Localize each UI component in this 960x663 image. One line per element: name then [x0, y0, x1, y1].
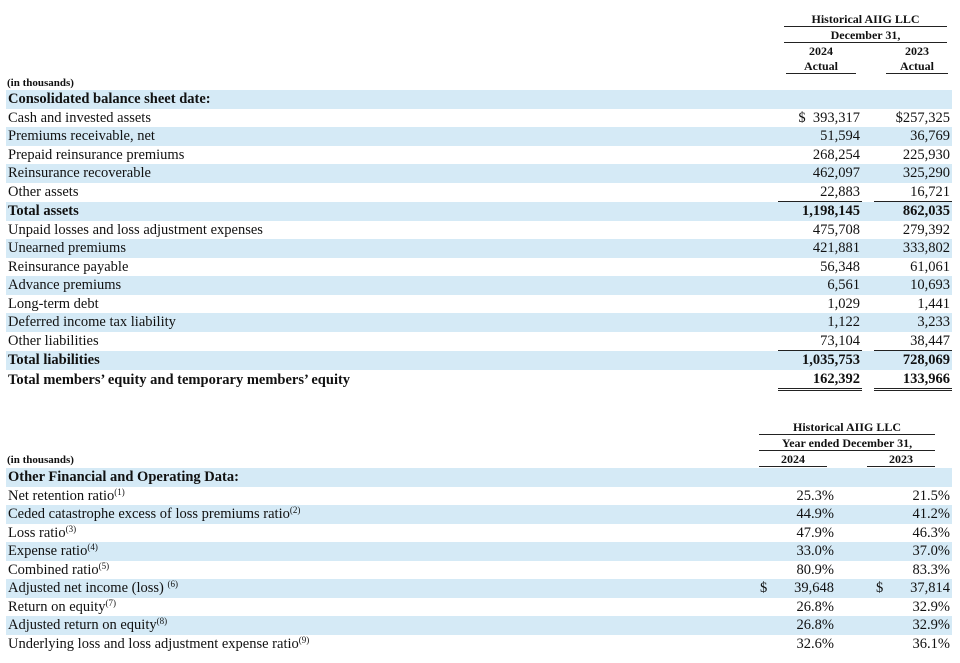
value-2023: 38,447 — [874, 332, 952, 351]
value-2023: 61,061 — [910, 258, 951, 275]
value-2023 — [874, 616, 952, 635]
operating-entity-header: Historical AIIG LLC — [759, 420, 935, 435]
value-2023: 225,930 — [902, 146, 951, 163]
column-gap — [862, 276, 874, 295]
value-2024 — [758, 487, 836, 506]
value-2024 — [758, 524, 836, 543]
balance-row — [6, 295, 952, 314]
footnote-marker: (3) — [65, 523, 77, 534]
balance-row — [6, 164, 952, 183]
value-2024 — [758, 598, 836, 617]
row-label — [6, 505, 758, 524]
balance-row — [6, 276, 952, 295]
row-label: Unpaid losses and loss adjustment expenses — [8, 221, 263, 238]
column-gap — [836, 524, 874, 543]
footnote-marker: (6) — [167, 579, 178, 590]
operating-section-title: Other Financial and Operating Data: — [6, 468, 952, 487]
value-2024 — [758, 579, 836, 598]
value-2023: 333,802 — [874, 239, 952, 258]
row-label-text: Ceded catastrophe excess of loss premiums ratio — [8, 506, 290, 523]
column-gap — [862, 202, 874, 221]
value-2024-text: 26.8% — [796, 598, 834, 615]
value-2023-text: 32.9% — [912, 598, 950, 615]
row-label — [6, 487, 758, 506]
value-2024 — [758, 635, 836, 654]
row-label-text: Adjusted net income (loss) — [8, 580, 168, 597]
footnote-marker: (4) — [87, 542, 98, 553]
value-2023: $257,325 — [895, 109, 951, 126]
value-2023: 862,035 — [874, 202, 952, 221]
column-gap — [836, 505, 874, 524]
balance-row — [6, 313, 952, 332]
row-label — [6, 542, 758, 561]
value-2023-text: 41.2% — [912, 506, 950, 523]
footnote-marker: (9) — [298, 634, 310, 645]
value-2023: 16,721 — [874, 183, 952, 202]
footnote-marker: (7) — [105, 597, 116, 608]
row-label — [6, 616, 758, 635]
value-2024: 6,561 — [778, 276, 862, 295]
balance-row — [6, 332, 952, 351]
value-2023: 279,392 — [902, 221, 951, 238]
column-gap — [836, 487, 874, 506]
column-gap — [836, 635, 874, 654]
column-gap — [862, 295, 874, 314]
value-2024: 1,035,753 — [778, 351, 862, 370]
footnote-marker: (5) — [98, 560, 110, 571]
balance-row — [6, 351, 952, 370]
footnote-marker: (1) — [114, 486, 125, 497]
column-gap — [862, 127, 874, 146]
value-2023: 133,966 — [874, 370, 952, 390]
value-2024: 1,198,145 — [778, 202, 862, 221]
value-2023: 10,693 — [874, 276, 952, 295]
operating-row — [6, 524, 952, 543]
column-gap — [862, 313, 874, 332]
column-gap — [862, 146, 874, 165]
balance-label-2023: Actual — [886, 59, 948, 74]
column-gap — [862, 332, 874, 351]
row-label — [6, 598, 758, 617]
balance-row — [6, 109, 952, 128]
row-label — [6, 561, 758, 580]
value-2024 — [758, 505, 836, 524]
row-label: Total assets — [6, 202, 778, 221]
value-2023 — [874, 579, 952, 598]
column-gap — [836, 542, 874, 561]
row-label: Reinsurance payable — [8, 258, 129, 275]
value-2023: 1,441 — [917, 295, 951, 312]
value-2024: 421,881 — [778, 239, 862, 258]
value-2023-text: 83.3% — [912, 561, 950, 578]
value-2024-text: 25.3% — [796, 487, 834, 504]
balance-row — [6, 183, 952, 202]
operating-row — [6, 561, 952, 580]
column-gap — [836, 561, 874, 580]
footnote-marker: (8) — [156, 616, 168, 627]
column-gap — [836, 598, 874, 617]
row-label-text: Underlying loss and loss adjustment expense ratio — [8, 635, 299, 652]
operating-row — [6, 616, 952, 635]
operating-row — [6, 487, 952, 506]
balance-section-row — [6, 90, 952, 109]
column-gap — [862, 164, 874, 183]
balance-row — [6, 221, 952, 240]
row-label: Advance premiums — [6, 276, 778, 295]
value-2023 — [874, 524, 952, 543]
column-gap — [862, 370, 874, 390]
row-label: Other assets — [8, 184, 79, 200]
value-2024-text: 44.9% — [796, 506, 834, 523]
value-2023: 325,290 — [874, 164, 952, 183]
value-2024: 1,122 — [778, 313, 862, 332]
value-2023 — [874, 542, 952, 561]
row-label — [6, 579, 758, 598]
row-label: Other liabilities — [8, 333, 99, 349]
column-gap — [862, 351, 874, 370]
value-2023-text: 21.5% — [912, 487, 950, 504]
value-2024: 73,104 — [778, 332, 862, 351]
value-2024: 1,029 — [827, 295, 860, 312]
value-2024: 268,254 — [812, 146, 860, 163]
column-gap — [836, 616, 874, 635]
value-2024: 22,883 — [778, 183, 862, 202]
row-label: Unearned premiums — [6, 239, 778, 258]
balance-row — [6, 127, 952, 146]
balance-row — [6, 239, 952, 258]
balance-row — [6, 370, 952, 390]
row-label: Long-term debt — [8, 295, 99, 312]
balance-year-2023: 2023 — [905, 44, 929, 58]
value-2023 — [874, 635, 952, 654]
value-2023: 728,069 — [874, 351, 952, 370]
row-label: Deferred income tax liability — [6, 313, 778, 332]
value-2023-text: 37.0% — [912, 543, 950, 560]
column-gap — [862, 109, 874, 128]
currency-symbol: $ — [876, 580, 884, 597]
currency-symbol: $ — [760, 580, 768, 597]
row-label-text: Adjusted return on equity — [8, 617, 157, 634]
value-2024-text: 33.0% — [796, 543, 834, 560]
row-label: Premiums receivable, net — [6, 127, 778, 146]
footnote-marker: (2) — [289, 505, 301, 516]
row-label: Cash and invested assets — [8, 109, 151, 126]
row-label — [6, 524, 758, 543]
column-gap — [862, 221, 874, 240]
value-2023 — [874, 561, 952, 580]
operating-units-note: (in thousands) — [7, 454, 74, 466]
row-label-text: Loss ratio — [8, 524, 66, 541]
row-label: Total liabilities — [6, 351, 778, 370]
value-2023 — [874, 598, 952, 617]
operating-row — [6, 542, 952, 561]
operating-period-header: Year ended December 31, — [759, 436, 935, 451]
value-2023-text: 36.1% — [912, 635, 950, 652]
column-gap — [836, 579, 874, 598]
balance-period-header: December 31, — [784, 28, 947, 43]
balance-row — [6, 258, 952, 277]
value-2024 — [758, 616, 836, 635]
balance-units-note: (in thousands) — [7, 77, 74, 89]
value-2023-text: 46.3% — [912, 524, 950, 541]
value-2024: 56,348 — [820, 258, 860, 275]
balance-sheet-table — [6, 90, 952, 391]
value-2023: 36,769 — [874, 127, 952, 146]
value-2024: 475,708 — [812, 221, 860, 238]
value-2023 — [874, 505, 952, 524]
column-gap — [862, 183, 874, 202]
value-2024-text: 26.8% — [796, 617, 834, 634]
row-label: Prepaid reinsurance premiums — [8, 146, 185, 163]
value-2024-text: 32.6% — [796, 635, 834, 652]
row-label-text: Expense ratio — [8, 543, 88, 560]
operating-row — [6, 635, 952, 654]
value-2024-text: 47.9% — [796, 524, 834, 541]
value-2024: 462,097 — [778, 164, 862, 183]
operating-year-2024: 2024 — [759, 452, 827, 467]
row-label: Total members’ equity and temporary members’ equity — [8, 371, 351, 388]
balance-section-title: Consolidated balance sheet date: — [6, 90, 952, 109]
value-2023: 3,233 — [874, 313, 952, 332]
balance-entity-header: Historical AIIG LLC — [784, 12, 947, 27]
balance-row — [6, 146, 952, 165]
operating-row — [6, 598, 952, 617]
operating-year-2023: 2023 — [867, 452, 935, 467]
balance-year-2024: 2024 — [809, 44, 833, 58]
operating-data-table — [6, 468, 952, 653]
balance-row — [6, 202, 952, 221]
value-2023-text: 32.9% — [912, 617, 950, 634]
value-2024-text: 80.9% — [796, 561, 834, 578]
value-2023 — [874, 487, 952, 506]
value-2024 — [758, 542, 836, 561]
value-2024: 162,392 — [778, 370, 862, 390]
operating-row — [6, 505, 952, 524]
value-2024 — [758, 561, 836, 580]
value-2023-text: 37,814 — [910, 580, 950, 597]
balance-label-2024: Actual — [786, 59, 856, 74]
operating-row — [6, 579, 952, 598]
column-gap — [862, 258, 874, 277]
column-gap — [862, 239, 874, 258]
value-2024-text: 39,648 — [794, 580, 834, 597]
value-2024: 51,594 — [778, 127, 862, 146]
row-label-text: Net retention ratio — [8, 487, 115, 504]
row-label — [6, 635, 758, 654]
row-label-text: Return on equity — [8, 598, 106, 615]
value-2024: $ 393,317 — [798, 109, 860, 126]
row-label-text: Combined ratio — [8, 561, 99, 578]
row-label: Reinsurance recoverable — [6, 164, 778, 183]
operating-section-row — [6, 468, 952, 487]
